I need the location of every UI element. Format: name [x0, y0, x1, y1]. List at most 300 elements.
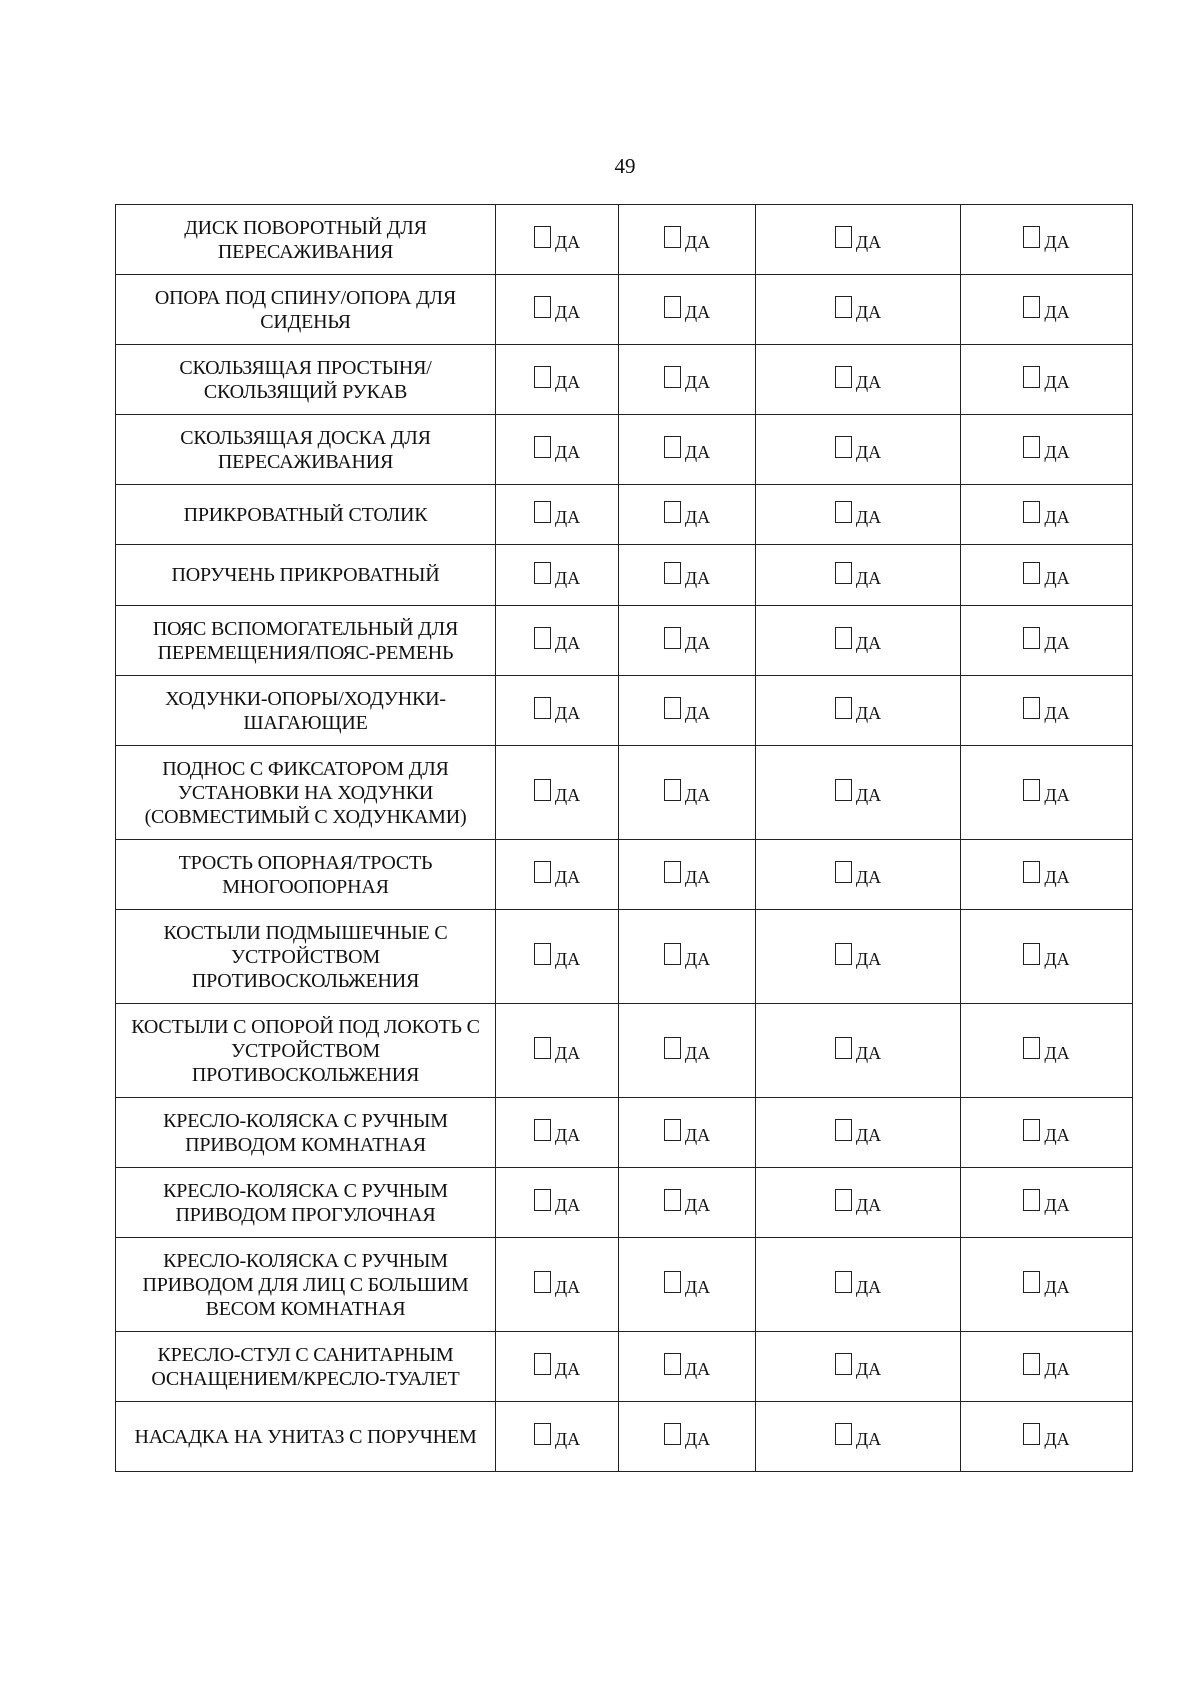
- check-cell: [496, 205, 619, 275]
- check-cell: [619, 1238, 756, 1332]
- check-cell: [961, 1168, 1133, 1238]
- check-cell: [961, 840, 1133, 910]
- yes-option[interactable]: [664, 1037, 711, 1063]
- checkbox[interactable]: [1023, 226, 1040, 248]
- check-cell: [756, 1332, 961, 1402]
- checkbox[interactable]: [534, 1423, 551, 1445]
- yes-label: ДА: [1044, 507, 1070, 527]
- yes-label: ДА: [684, 507, 711, 527]
- checkbox[interactable]: [835, 943, 852, 965]
- yes-label: ДА: [855, 949, 882, 969]
- yes-option[interactable]: [534, 1189, 581, 1215]
- yes-option[interactable]: [534, 1119, 581, 1145]
- checkbox[interactable]: [534, 779, 551, 801]
- table-row: [116, 676, 1133, 746]
- yes-label: ДА: [684, 567, 711, 588]
- check-cell: [496, 1098, 619, 1168]
- check-cell: [619, 1004, 756, 1098]
- checkbox[interactable]: [835, 436, 852, 458]
- table-row: [116, 1168, 1133, 1238]
- yes-label: ДА: [855, 1429, 882, 1449]
- checkbox[interactable]: [1023, 436, 1040, 458]
- check-cell: [619, 1332, 756, 1402]
- yes-option[interactable]: [534, 1353, 581, 1379]
- check-cell: [496, 1004, 619, 1098]
- check-cell: [756, 606, 961, 676]
- yes-label: ДА: [554, 1043, 581, 1063]
- item-name-cell: СКОЛЬЗЯЩАЯ ПРОСТЫНЯ/СКОЛЬЗЯЩИЙ РУКАВ: [116, 345, 496, 415]
- yes-option[interactable]: [1023, 627, 1070, 653]
- yes-label: ДА: [1044, 1429, 1070, 1449]
- yes-label: ДА: [554, 1429, 581, 1449]
- check-cell: [756, 1402, 961, 1472]
- checkbox[interactable]: [835, 1353, 852, 1375]
- checkbox[interactable]: [1023, 697, 1040, 719]
- yes-label: ДА: [1044, 1195, 1070, 1215]
- checkbox[interactable]: [534, 861, 551, 883]
- yes-option[interactable]: [664, 943, 711, 969]
- yes-option[interactable]: [534, 562, 581, 588]
- check-cell: [619, 275, 756, 345]
- yes-label: ДА: [1044, 302, 1070, 322]
- yes-option[interactable]: [664, 627, 711, 653]
- checkbox[interactable]: [1023, 1423, 1040, 1445]
- checkbox[interactable]: [1023, 779, 1040, 801]
- check-cell: [619, 840, 756, 910]
- yes-option[interactable]: [1023, 1353, 1070, 1379]
- check-cell: [756, 345, 961, 415]
- item-name-cell: КРЕСЛО-КОЛЯСКА С РУЧНЫМ ПРИВОДОМ ДЛЯ ЛИЦ С БОЛЬШИМ ВЕСОМ КОМНАТНАЯ: [116, 1238, 496, 1332]
- yes-option[interactable]: [835, 1271, 882, 1297]
- yes-option[interactable]: [1023, 436, 1070, 462]
- checkbox[interactable]: [835, 1037, 852, 1059]
- checkbox[interactable]: [1023, 861, 1040, 883]
- check-cell: [961, 1238, 1133, 1332]
- yes-option[interactable]: [664, 226, 711, 252]
- check-cell: [496, 485, 619, 545]
- yes-label: ДА: [855, 1277, 882, 1297]
- check-cell: [496, 840, 619, 910]
- checkbox[interactable]: [534, 943, 551, 965]
- checkbox[interactable]: [835, 861, 852, 883]
- item-name-cell: ПОДНОС С ФИКСАТОРОМ ДЛЯ УСТАНОВКИ НА ХОДУНКИ (СОВМЕСТИМЫЙ С ХОДУНКАМИ): [116, 746, 496, 840]
- checkbox[interactable]: [534, 1271, 551, 1293]
- checkbox[interactable]: [835, 1271, 852, 1293]
- check-cell: [619, 910, 756, 1004]
- check-cell: [961, 1004, 1133, 1098]
- yes-option[interactable]: [664, 366, 711, 392]
- table-row: [116, 415, 1133, 485]
- yes-option[interactable]: [534, 1271, 581, 1297]
- checkbox[interactable]: [664, 562, 681, 584]
- yes-label: ДА: [855, 1043, 882, 1063]
- yes-option[interactable]: [664, 562, 711, 588]
- yes-label: ДА: [855, 703, 882, 723]
- yes-option[interactable]: [534, 501, 581, 527]
- yes-label: ДА: [855, 372, 882, 392]
- check-cell: [496, 606, 619, 676]
- yes-option[interactable]: [1023, 943, 1070, 969]
- item-name-cell: КРЕСЛО-КОЛЯСКА С РУЧНЫМ ПРИВОДОМ КОМНАТНАЯ: [116, 1098, 496, 1168]
- yes-option[interactable]: [1023, 1189, 1070, 1215]
- checkbox[interactable]: [1023, 1271, 1040, 1293]
- yes-option[interactable]: [664, 1119, 711, 1145]
- yes-label: ДА: [1044, 372, 1070, 392]
- yes-label: ДА: [684, 232, 711, 252]
- check-cell: [756, 545, 961, 606]
- check-cell: [619, 746, 756, 840]
- yes-label: ДА: [554, 567, 581, 588]
- check-cell: [496, 1238, 619, 1332]
- yes-label: ДА: [684, 1195, 711, 1215]
- yes-option[interactable]: [1023, 1271, 1070, 1297]
- checkbox[interactable]: [835, 627, 852, 649]
- checkbox[interactable]: [534, 1037, 551, 1059]
- table-row: [116, 545, 1133, 606]
- item-name-cell: КРЕСЛО-СТУЛ С САНИТАРНЫМ ОСНАЩЕНИЕМ/КРЕСЛО-ТУАЛЕТ: [116, 1332, 496, 1402]
- checkbox[interactable]: [664, 1189, 681, 1211]
- yes-option[interactable]: [534, 436, 581, 462]
- yes-label: ДА: [855, 567, 882, 588]
- yes-option[interactable]: [664, 1423, 711, 1449]
- yes-label: ДА: [684, 949, 711, 969]
- check-cell: [496, 746, 619, 840]
- check-cell: [961, 1332, 1133, 1402]
- item-name-cell: ХОДУНКИ-ОПОРЫ/ХОДУНКИ-ШАГАЮЩИЕ: [116, 676, 496, 746]
- yes-option[interactable]: [835, 1037, 882, 1063]
- yes-option[interactable]: [1023, 501, 1070, 527]
- checkbox[interactable]: [835, 226, 852, 248]
- check-cell: [961, 485, 1133, 545]
- yes-option[interactable]: [835, 1423, 882, 1449]
- checkbox[interactable]: [1023, 296, 1040, 318]
- checkbox[interactable]: [664, 1119, 681, 1141]
- yes-label: ДА: [855, 507, 882, 527]
- table-row: [116, 485, 1133, 545]
- check-cell: [619, 485, 756, 545]
- yes-option[interactable]: [534, 943, 581, 969]
- yes-option[interactable]: [1023, 779, 1070, 805]
- checkbox[interactable]: [1023, 1037, 1040, 1059]
- yes-option[interactable]: [664, 697, 711, 723]
- yes-label: ДА: [684, 1359, 711, 1379]
- item-name-cell: ПРИКРОВАТНЫЙ СТОЛИК: [116, 485, 496, 545]
- yes-label: ДА: [684, 703, 711, 723]
- item-name-cell: ПОРУЧЕНЬ ПРИКРОВАТНЫЙ: [116, 545, 496, 606]
- check-cell: [496, 545, 619, 606]
- yes-option[interactable]: [835, 1353, 882, 1379]
- checkbox[interactable]: [835, 1119, 852, 1141]
- yes-label: ДА: [554, 785, 581, 805]
- checkbox[interactable]: [664, 1271, 681, 1293]
- checkbox[interactable]: [664, 366, 681, 388]
- check-cell: [961, 1402, 1133, 1472]
- checkbox[interactable]: [835, 779, 852, 801]
- table-body: [116, 205, 1133, 1472]
- yes-option[interactable]: [534, 366, 581, 392]
- table-row: [116, 910, 1133, 1004]
- yes-option[interactable]: [835, 943, 882, 969]
- yes-label: ДА: [855, 785, 882, 805]
- check-cell: [619, 676, 756, 746]
- yes-label: ДА: [684, 1277, 711, 1297]
- yes-option[interactable]: [534, 697, 581, 723]
- check-cell: [961, 746, 1133, 840]
- yes-option[interactable]: [1023, 697, 1070, 723]
- yes-option[interactable]: [835, 366, 882, 392]
- check-cell: [619, 1402, 756, 1472]
- checkbox[interactable]: [664, 436, 681, 458]
- yes-label: ДА: [855, 867, 882, 887]
- checkbox[interactable]: [1023, 562, 1040, 584]
- check-cell: [961, 1098, 1133, 1168]
- yes-label: ДА: [684, 1043, 711, 1063]
- checkbox[interactable]: [534, 627, 551, 649]
- table-row: [116, 205, 1133, 275]
- yes-label: ДА: [684, 633, 711, 653]
- yes-label: ДА: [554, 1277, 581, 1297]
- yes-label: ДА: [554, 633, 581, 653]
- check-cell: [619, 1168, 756, 1238]
- checkbox[interactable]: [664, 697, 681, 719]
- yes-label: ДА: [1044, 1359, 1070, 1379]
- checkbox[interactable]: [835, 296, 852, 318]
- yes-label: ДА: [554, 1195, 581, 1215]
- yes-option[interactable]: [835, 501, 882, 527]
- yes-label: ДА: [554, 867, 581, 887]
- item-name-cell: КРЕСЛО-КОЛЯСКА С РУЧНЫМ ПРИВОДОМ ПРОГУЛОЧНАЯ: [116, 1168, 496, 1238]
- yes-label: ДА: [1044, 633, 1070, 653]
- check-cell: [961, 345, 1133, 415]
- table-row: [116, 606, 1133, 676]
- item-name-cell: СКОЛЬЗЯЩАЯ ДОСКА ДЛЯ ПЕРЕСАЖИВАНИЯ: [116, 415, 496, 485]
- table-row: [116, 840, 1133, 910]
- yes-label: ДА: [855, 1125, 882, 1145]
- yes-option[interactable]: [534, 861, 581, 887]
- yes-option[interactable]: [835, 627, 882, 653]
- checkbox[interactable]: [835, 1189, 852, 1211]
- check-cell: [619, 205, 756, 275]
- check-cell: [961, 545, 1133, 606]
- checkbox[interactable]: [1023, 943, 1040, 965]
- checkbox[interactable]: [534, 1353, 551, 1375]
- yes-label: ДА: [1044, 867, 1070, 887]
- yes-option[interactable]: [664, 779, 711, 805]
- checkbox[interactable]: [664, 1423, 681, 1445]
- yes-option[interactable]: [1023, 1037, 1070, 1063]
- check-cell: [961, 415, 1133, 485]
- yes-label: ДА: [554, 1125, 581, 1145]
- yes-option[interactable]: [534, 779, 581, 805]
- checkbox[interactable]: [835, 1423, 852, 1445]
- table-row: [116, 1332, 1133, 1402]
- item-name-cell: НАСАДКА НА УНИТАЗ С ПОРУЧНЕМ: [116, 1402, 496, 1472]
- check-cell: [756, 676, 961, 746]
- yes-label: ДА: [855, 633, 882, 653]
- yes-label: ДА: [684, 785, 711, 805]
- check-cell: [756, 746, 961, 840]
- yes-option[interactable]: [835, 779, 882, 805]
- yes-label: ДА: [855, 302, 882, 322]
- item-name-cell: ТРОСТЬ ОПОРНАЯ/ТРОСТЬ МНОГООПОРНАЯ: [116, 840, 496, 910]
- check-cell: [756, 415, 961, 485]
- yes-label: ДА: [684, 302, 711, 322]
- check-cell: [496, 1168, 619, 1238]
- check-cell: [619, 545, 756, 606]
- yes-label: ДА: [554, 302, 581, 322]
- check-cell: [961, 275, 1133, 345]
- table-row: [116, 1098, 1133, 1168]
- yes-label: ДА: [1044, 703, 1070, 723]
- yes-option[interactable]: [1023, 1423, 1070, 1449]
- yes-option[interactable]: [835, 562, 882, 588]
- check-cell: [496, 415, 619, 485]
- yes-option[interactable]: [835, 436, 882, 462]
- check-cell: [756, 1098, 961, 1168]
- checkbox[interactable]: [835, 697, 852, 719]
- checkbox[interactable]: [534, 296, 551, 318]
- page-number: 49: [614, 154, 636, 178]
- check-cell: [756, 205, 961, 275]
- checkbox[interactable]: [534, 1119, 551, 1141]
- yes-label: ДА: [684, 867, 711, 887]
- yes-label: ДА: [554, 372, 581, 392]
- yes-label: ДА: [554, 949, 581, 969]
- yes-label: ДА: [554, 703, 581, 723]
- yes-option[interactable]: [1023, 296, 1070, 322]
- yes-label: ДА: [684, 1125, 711, 1145]
- yes-label: ДА: [1044, 567, 1070, 588]
- yes-option[interactable]: [664, 1271, 711, 1297]
- yes-option[interactable]: [664, 436, 711, 462]
- checkbox[interactable]: [835, 366, 852, 388]
- checkbox[interactable]: [664, 1037, 681, 1059]
- yes-option[interactable]: [1023, 861, 1070, 887]
- check-cell: [496, 910, 619, 1004]
- checkbox[interactable]: [1023, 1353, 1040, 1375]
- yes-label: ДА: [554, 232, 581, 252]
- check-cell: [756, 1168, 961, 1238]
- checkbox[interactable]: [534, 1189, 551, 1211]
- checkbox[interactable]: [664, 779, 681, 801]
- yes-option[interactable]: [664, 1189, 711, 1215]
- item-name-cell: ПОЯС ВСПОМОГАТЕЛЬНЫЙ ДЛЯ ПЕРЕМЕЩЕНИЯ/ПОЯС-РЕМЕНЬ: [116, 606, 496, 676]
- yes-option[interactable]: [835, 697, 882, 723]
- check-cell: [961, 676, 1133, 746]
- check-cell: [496, 1402, 619, 1472]
- table-row: [116, 1238, 1133, 1332]
- checkbox[interactable]: [835, 501, 852, 523]
- yes-option[interactable]: [1023, 1119, 1070, 1145]
- check-cell: [496, 275, 619, 345]
- checkbox[interactable]: [534, 501, 551, 523]
- yes-option[interactable]: [534, 1423, 581, 1449]
- yes-option[interactable]: [835, 226, 882, 252]
- checkbox[interactable]: [1023, 366, 1040, 388]
- check-cell: [961, 205, 1133, 275]
- checkbox[interactable]: [664, 1353, 681, 1375]
- yes-option[interactable]: [835, 861, 882, 887]
- item-name-cell: КОСТЫЛИ ПОДМЫШЕЧНЫЕ С УСТРОЙСТВОМ ПРОТИВОСКОЛЬЖЕНИЯ: [116, 910, 496, 1004]
- checkbox[interactable]: [534, 436, 551, 458]
- yes-option[interactable]: [534, 627, 581, 653]
- check-cell: [496, 345, 619, 415]
- check-cell: [756, 485, 961, 545]
- checkbox[interactable]: [664, 226, 681, 248]
- yes-option[interactable]: [664, 501, 711, 527]
- yes-option[interactable]: [664, 296, 711, 322]
- yes-option[interactable]: [1023, 366, 1070, 392]
- checkbox[interactable]: [534, 366, 551, 388]
- yes-option[interactable]: [1023, 562, 1070, 588]
- item-name-cell: ДИСК ПОВОРОТНЫЙ ДЛЯ ПЕРЕСАЖИВАНИЯ: [116, 205, 496, 275]
- checkbox[interactable]: [1023, 1119, 1040, 1141]
- checkbox[interactable]: [664, 861, 681, 883]
- yes-label: ДА: [554, 442, 581, 462]
- checkbox[interactable]: [664, 296, 681, 318]
- yes-label: ДА: [855, 232, 882, 252]
- check-cell: [496, 676, 619, 746]
- yes-label: ДА: [855, 442, 882, 462]
- check-cell: [756, 840, 961, 910]
- yes-label: ДА: [1044, 1277, 1070, 1297]
- yes-option[interactable]: [835, 1189, 882, 1215]
- check-cell: [619, 606, 756, 676]
- checkbox[interactable]: [664, 627, 681, 649]
- table-row: [116, 345, 1133, 415]
- checkbox[interactable]: [534, 226, 551, 248]
- yes-label: ДА: [1044, 232, 1070, 252]
- yes-option[interactable]: [835, 1119, 882, 1145]
- yes-option[interactable]: [664, 1353, 711, 1379]
- yes-label: ДА: [684, 372, 711, 392]
- yes-label: ДА: [1044, 1125, 1070, 1145]
- check-cell: [496, 1332, 619, 1402]
- check-cell: [619, 1098, 756, 1168]
- yes-option[interactable]: [1023, 226, 1070, 252]
- yes-option[interactable]: [534, 296, 581, 322]
- yes-label: ДА: [554, 1359, 581, 1379]
- checkbox[interactable]: [835, 562, 852, 584]
- yes-label: ДА: [855, 1195, 882, 1215]
- yes-option[interactable]: [534, 226, 581, 252]
- yes-label: ДА: [1044, 949, 1070, 969]
- item-name-cell: КОСТЫЛИ С ОПОРОЙ ПОД ЛОКОТЬ С УСТРОЙСТВОМ ПРОТИВОСКОЛЬЖЕНИЯ: [116, 1004, 496, 1098]
- checkbox[interactable]: [1023, 501, 1040, 523]
- table-row: [116, 1402, 1133, 1472]
- check-cell: [619, 415, 756, 485]
- checkbox[interactable]: [1023, 627, 1040, 649]
- table-row: [116, 275, 1133, 345]
- equipment-table: [115, 204, 1133, 1472]
- check-cell: [961, 606, 1133, 676]
- check-cell: [619, 345, 756, 415]
- yes-label: ДА: [1044, 785, 1070, 805]
- checkbox[interactable]: [534, 562, 551, 584]
- check-cell: [961, 910, 1133, 1004]
- checkbox[interactable]: [664, 943, 681, 965]
- checkbox[interactable]: [1023, 1189, 1040, 1211]
- yes-option[interactable]: [835, 296, 882, 322]
- checkbox[interactable]: [534, 697, 551, 719]
- yes-option[interactable]: [534, 1037, 581, 1063]
- table-row: [116, 746, 1133, 840]
- yes-label: ДА: [855, 1359, 882, 1379]
- yes-label: ДА: [684, 442, 711, 462]
- item-name-cell: ОПОРА ПОД СПИНУ/ОПОРА ДЛЯ СИДЕНЬЯ: [116, 275, 496, 345]
- yes-option[interactable]: [664, 861, 711, 887]
- checkbox[interactable]: [664, 501, 681, 523]
